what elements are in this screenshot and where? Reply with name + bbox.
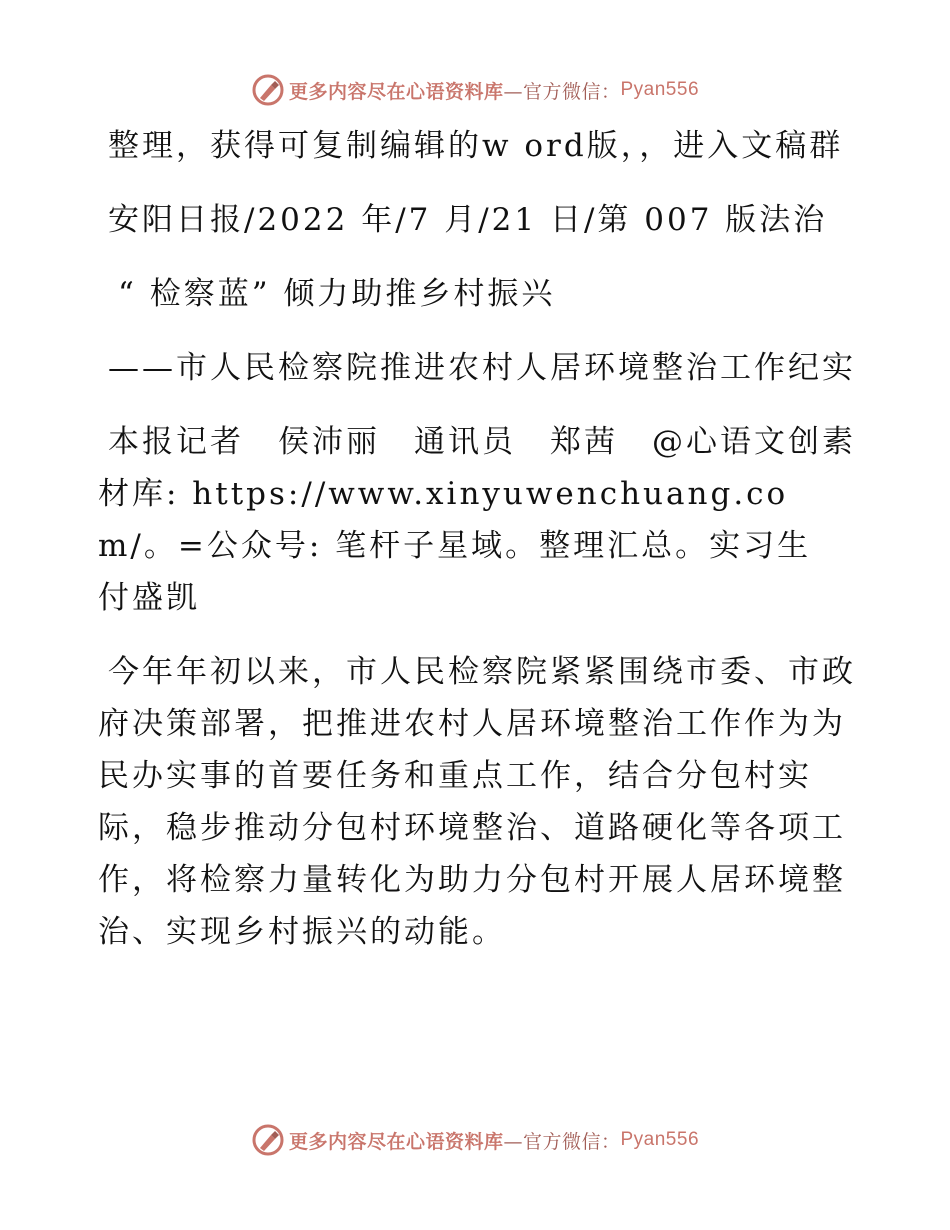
header-watermark-banner xyxy=(0,70,950,110)
banner-sub-text: —官方微信： xyxy=(503,1130,621,1153)
article-subtitle: ——市人民检察院推进农村人居环境整治工作纪实 xyxy=(108,350,856,386)
banner-sub-text: —官方微信： xyxy=(503,80,621,103)
banner-main-text: 更多内容尽在心语资料库 xyxy=(288,80,504,103)
footer-watermark-banner xyxy=(0,1120,950,1160)
source-line: 安阳日报/2022 年/7 月/21 日/第 007 版法治 xyxy=(108,202,828,238)
pen-logo-icon xyxy=(251,1123,285,1157)
pen-logo-icon xyxy=(251,73,285,107)
byline-paragraph: 本报记者 侯沛丽 通讯员 郑茜 @心语文创素材库: https://www.xinyuwenchuang.com/。=公众号: 笔杆子星域。整理汇总。实习生 付盛凯 xyxy=(98,424,856,616)
intro-paragraph: 整理，获得可复制编辑的w ord版，，进入文稿群 xyxy=(108,128,844,164)
banner-wechat-id: Pyan556 xyxy=(620,1129,700,1150)
banner-wechat-id: Pyan556 xyxy=(620,79,700,100)
banner-main-text: 更多内容尽在心语资料库 xyxy=(288,1130,504,1153)
body-paragraph: 今年年初以来，市人民检察院紧紧围绕市委、市政府决策部署，把推进农村人居环境整治工作作为为民办实事的首要任务和重点工作，结合分包村实际，稳步推动分包村环境整治、道路硬化等各项工作，将检察力量转化为助力分包村开展人居环境整治、实现乡村振兴的动能。 xyxy=(98,654,856,950)
document-body xyxy=(98,120,858,980)
article-title: “ 检察蓝” 倾力助推乡村振兴 xyxy=(118,276,556,312)
